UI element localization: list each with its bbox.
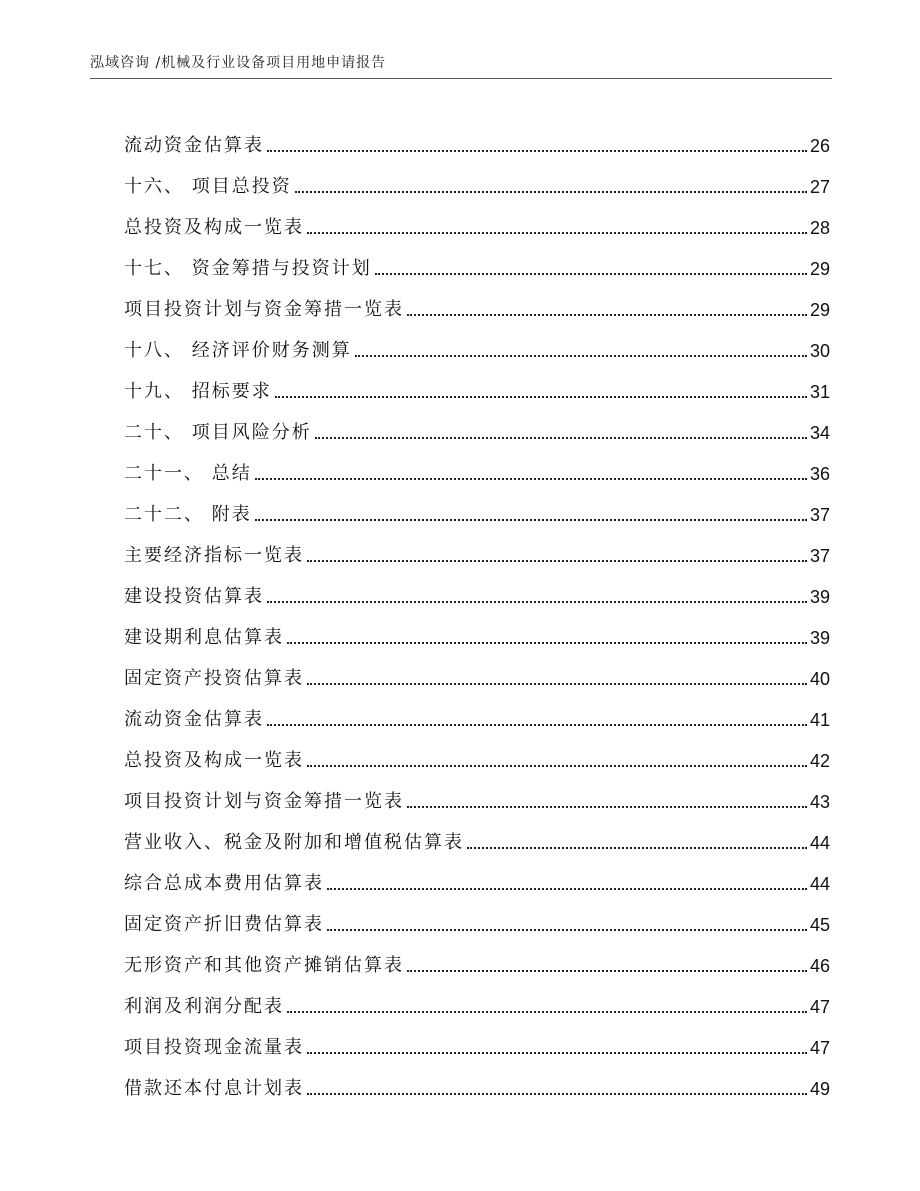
toc-leader-dots	[267, 150, 807, 152]
toc-entry-page: 37	[809, 546, 830, 566]
toc-leader-dots	[255, 478, 807, 480]
toc-entry-title: 二十一、 总结	[124, 463, 252, 484]
toc-entry[interactable]	[124, 198, 830, 239]
toc-entry-title: 项目投资计划与资金筹措一览表	[124, 791, 404, 812]
toc-leader-dots	[287, 642, 807, 644]
toc-entry-title: 二十、 项目风险分析	[124, 422, 312, 443]
toc-entry[interactable]	[124, 280, 830, 321]
toc-entry-title: 项目投资现金流量表	[124, 1037, 304, 1058]
toc-leader-dots	[275, 396, 807, 398]
toc-entry[interactable]	[124, 731, 830, 772]
toc-entry-title: 主要经济指标一览表	[124, 545, 304, 566]
toc-entry-page: 44	[809, 833, 830, 853]
toc-leader-dots	[307, 232, 807, 234]
toc-entry-title: 二十二、 附表	[124, 504, 252, 525]
toc-entry[interactable]	[124, 772, 830, 813]
toc-entry[interactable]	[124, 854, 830, 895]
toc-leader-dots	[295, 191, 807, 193]
toc-entry-page: 26	[809, 136, 830, 156]
toc-leader-dots	[307, 765, 807, 767]
toc-entry-title: 借款还本付息计划表	[124, 1078, 304, 1099]
toc-leader-dots	[307, 1093, 807, 1095]
toc-leader-dots	[407, 314, 807, 316]
toc-entry-title: 流动资金估算表	[124, 709, 264, 730]
toc-entry[interactable]	[124, 977, 830, 1018]
toc-entry-page: 28	[809, 218, 830, 238]
toc-entry-page: 27	[809, 177, 830, 197]
toc-entry-page: 34	[809, 423, 830, 443]
toc-leader-dots	[315, 437, 807, 439]
toc-entry[interactable]	[124, 895, 830, 936]
toc-leader-dots	[375, 273, 807, 275]
toc-entry[interactable]	[124, 321, 830, 362]
toc-entry-page: 37	[809, 505, 830, 525]
toc-leader-dots	[407, 806, 807, 808]
toc-entry-page: 45	[809, 915, 830, 935]
toc-entry-page: 39	[809, 628, 830, 648]
toc-leader-dots	[255, 519, 807, 521]
toc-entry-title: 流动资金估算表	[124, 135, 264, 156]
toc-entry-page: 29	[809, 300, 830, 320]
toc-leader-dots	[307, 683, 807, 685]
toc-entry-title: 十六、 项目总投资	[124, 176, 292, 197]
toc-leader-dots	[267, 724, 807, 726]
toc-leader-dots	[467, 847, 807, 849]
toc-entry-page: 29	[809, 259, 830, 279]
toc-entry-title: 无形资产和其他资产摊销估算表	[124, 955, 404, 976]
toc-leader-dots	[287, 1011, 807, 1013]
toc-entry[interactable]	[124, 649, 830, 690]
toc-entry[interactable]	[124, 239, 830, 280]
toc-entry-title: 项目投资计划与资金筹措一览表	[124, 299, 404, 320]
toc-entry[interactable]	[124, 485, 830, 526]
toc-entry[interactable]	[124, 813, 830, 854]
toc-entry-title: 十九、 招标要求	[124, 381, 272, 402]
toc-entry-title: 营业收入、税金及附加和增值税估算表	[124, 832, 464, 853]
toc-entry-page: 40	[809, 669, 830, 689]
toc-entry[interactable]	[124, 116, 830, 157]
toc-entry[interactable]	[124, 444, 830, 485]
toc-entry-page: 44	[809, 874, 830, 894]
toc-entry-title: 总投资及构成一览表	[124, 750, 304, 771]
toc-leader-dots	[407, 970, 807, 972]
toc-entry-page: 41	[809, 710, 830, 730]
header-divider	[90, 78, 832, 79]
toc-entry[interactable]	[124, 1018, 830, 1059]
toc-entry[interactable]	[124, 157, 830, 198]
toc-entry[interactable]	[124, 608, 830, 649]
toc-entry[interactable]	[124, 403, 830, 444]
toc-entry-page: 47	[809, 1038, 830, 1058]
toc-entry-page: 42	[809, 751, 830, 771]
toc-entry[interactable]	[124, 690, 830, 731]
toc-entry-page: 47	[809, 997, 830, 1017]
toc-entry-title: 十八、 经济评价财务测算	[124, 340, 352, 361]
toc-entry-title: 建设投资估算表	[124, 586, 264, 607]
toc-leader-dots	[307, 560, 807, 562]
table-of-contents	[124, 116, 830, 1100]
toc-entry[interactable]	[124, 567, 830, 608]
toc-entry-page: 36	[809, 464, 830, 484]
page-header: 泓域咨询 /机械及行业设备项目用地申请报告	[90, 55, 387, 71]
toc-entry-title: 建设期利息估算表	[124, 627, 284, 648]
toc-entry-page: 39	[809, 587, 830, 607]
toc-entry-title: 固定资产折旧费估算表	[124, 914, 324, 935]
toc-leader-dots	[327, 888, 807, 890]
toc-entry[interactable]	[124, 936, 830, 977]
toc-entry[interactable]	[124, 526, 830, 567]
toc-entry-page: 31	[809, 382, 830, 402]
toc-leader-dots	[327, 929, 807, 931]
toc-entry[interactable]	[124, 1059, 830, 1100]
toc-entry[interactable]	[124, 362, 830, 403]
toc-entry-page: 49	[809, 1079, 830, 1099]
toc-entry-page: 46	[809, 956, 830, 976]
toc-leader-dots	[355, 355, 807, 357]
toc-entry-page: 43	[809, 792, 830, 812]
toc-entry-title: 综合总成本费用估算表	[124, 873, 324, 894]
toc-entry-title: 固定资产投资估算表	[124, 668, 304, 689]
toc-leader-dots	[307, 1052, 807, 1054]
toc-entry-title: 十七、 资金筹措与投资计划	[124, 258, 372, 279]
toc-entry-page: 30	[809, 341, 830, 361]
toc-entry-title: 利润及利润分配表	[124, 996, 284, 1017]
toc-entry-title: 总投资及构成一览表	[124, 217, 304, 238]
toc-leader-dots	[267, 601, 807, 603]
